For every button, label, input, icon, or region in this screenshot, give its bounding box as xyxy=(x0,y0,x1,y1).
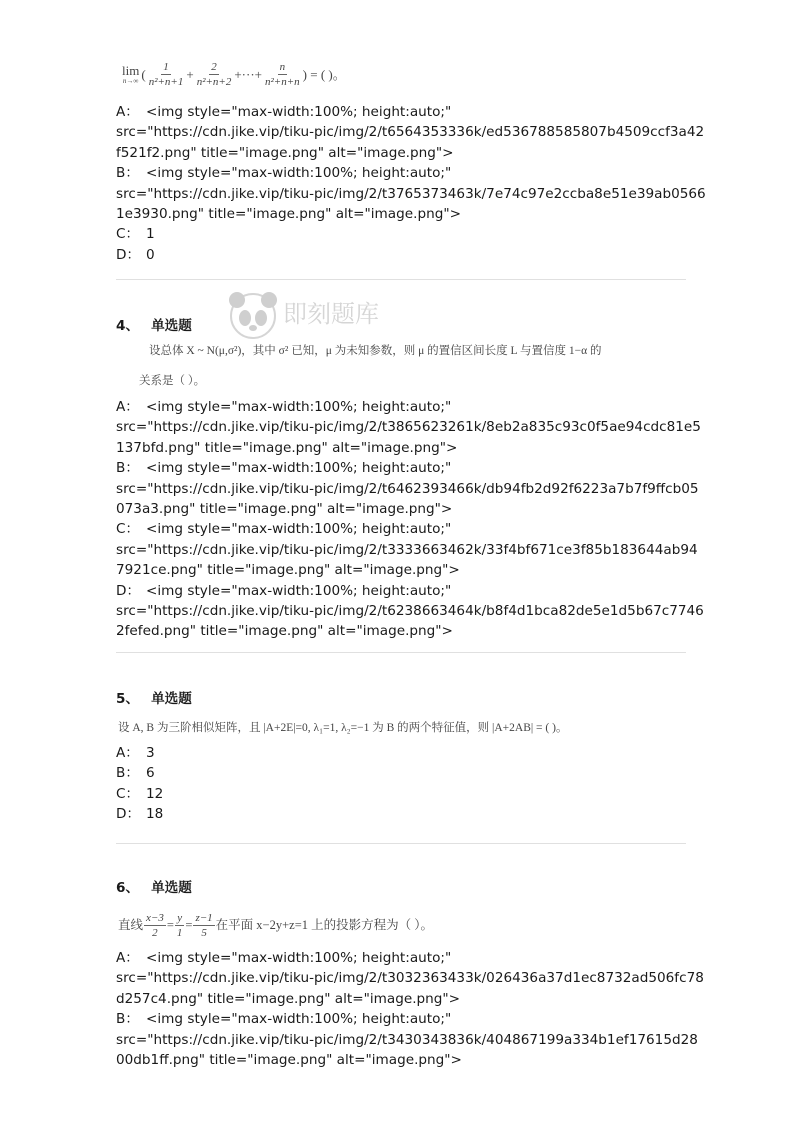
q6-option-b-line3: 00db1ff.png" title="image.png" alt="image.png"> xyxy=(116,1052,462,1069)
q4-option-c-line2: src="https://cdn.jike.vip/tiku-pic/img/2/t3333663462k/33f4bf671ce3f85b183644ab94 xyxy=(116,541,698,558)
q5-option-d[interactable]: D： 18 xyxy=(116,806,164,823)
q6-option-a-line3: d257c4.png" title="image.png" alt="image.png"> xyxy=(116,990,461,1007)
q5-type: 单选题 xyxy=(151,691,192,707)
q5-options xyxy=(116,743,163,825)
q3-option-d[interactable]: D： 0 xyxy=(116,246,155,263)
q4-options xyxy=(116,397,704,642)
q6-number: 6、 xyxy=(116,880,140,896)
q6-options xyxy=(116,948,704,1070)
q4-stem-line2: 关系是（ ）。 xyxy=(139,375,206,387)
q6-option-a-line2: src="https://cdn.jike.vip/tiku-pic/img/2/t3032363433k/026436a37d1ec8732ad506fc78 xyxy=(116,970,704,987)
divider xyxy=(116,843,686,844)
q3-option-a-line2: src="https://cdn.jike.vip/tiku-pic/img/2/t6564353336k/ed536788585807b4509ccf3a42 xyxy=(116,124,705,141)
q3-fraction-2: $\frac{2}{\text{n²+n+2}}$ xyxy=(196,60,232,88)
q6-fraction-2: $\frac{y}{1}$ xyxy=(176,911,183,939)
q4-option-a-line2: src="https://cdn.jike.vip/tiku-pic/img/2/t3865623261k/8eb2a835c93c0f5ae94cdc81e5 xyxy=(116,419,701,436)
q5-header xyxy=(116,689,192,709)
q6-option-b[interactable]: B： <img style="max-width:100%; height:auto;" xyxy=(116,1011,452,1028)
q4-option-c[interactable]: C： <img style="max-width:100%; height:auto;" xyxy=(116,521,452,538)
q3-fraction-3: $\frac{n}{\text{n²+n+n}}$ xyxy=(265,60,300,88)
q3-option-a-line3: f521f2.png" title="image.png" alt="image.png"> xyxy=(116,144,454,161)
q4-option-a[interactable]: A： <img style="max-width:100%; height:auto;" xyxy=(116,399,452,415)
q3-fraction-1: $\frac{1}{\text{n²+n+1}}$ xyxy=(148,60,184,88)
q4-number: 4、 xyxy=(116,318,140,334)
q3-options xyxy=(116,102,706,265)
q3-limit: lim n→∞ xyxy=(122,62,140,85)
divider xyxy=(116,279,686,280)
q4-option-b[interactable]: B： <img style="max-width:100%; height:auto;" xyxy=(116,460,452,477)
q4-header xyxy=(116,316,192,336)
q5-option-b[interactable]: B： 6 xyxy=(116,765,155,782)
q3-option-b-line2: src="https://cdn.jike.vip/tiku-pic/img/2/t3765373463k/7e74c97e2ccba8e51e39ab0566 xyxy=(116,185,706,202)
q4-option-a-line3: 137bfd.png" title="image.png" alt="image.png"> xyxy=(116,439,458,456)
q5-stem: 设 A, B 为三阶相似矩阵，且 |A+2E|=0, λ₁=1, λ₂=−1 为 B 的两个特征值，则 |A+2AB| = ( )。 xyxy=(118,722,568,734)
q6-stem-formula: 直线 $\frac{x-3}{2}$ = $\frac{y}{1}$ = $\frac{z-1}{5}$ 在平面 x−2y+z=1 上的投影方程为（ ）。 xyxy=(118,911,433,939)
panda-logo-icon xyxy=(219,288,419,388)
q3-stem-formula: lim n→∞ ( $\frac{1}{\text{n²+n+1}}$ + $\frac{2}{\text{n²+n+2}}$ +···+ $\frac{n}{\text{n²+n+n}}$ ) = ( )。 xyxy=(122,60,346,88)
q5-number: 5、 xyxy=(116,691,140,707)
q3-option-b[interactable]: B： <img style="max-width:100%; height:auto;" xyxy=(116,165,452,182)
q4-option-b-line2: src="https://cdn.jike.vip/tiku-pic/img/2/t6462393466k/db94fb2d92f6223a7b7f9ffcb05 xyxy=(116,480,699,497)
q4-stem-line1: 设总体 X ~ N(μ,σ²)，其中 σ² 已知，μ 为未知参数，则 μ 的置信区间长度 L 与置信度 1−α 的 xyxy=(149,345,602,357)
q6-header xyxy=(116,878,192,898)
q5-option-c[interactable]: C： 12 xyxy=(116,785,164,802)
q6-fraction-3: $\frac{z-1}{5}$ xyxy=(195,911,213,939)
q5-option-a[interactable]: A： 3 xyxy=(116,745,155,761)
q4-type: 单选题 xyxy=(151,318,192,334)
q6-fraction-1: $\frac{x-3}{2}$ xyxy=(146,911,164,939)
q4-option-b-line3: 073a3.png" title="image.png" alt="image.png"> xyxy=(116,501,453,518)
q3-option-c[interactable]: C： 1 xyxy=(116,226,155,243)
q6-option-b-line2: src="https://cdn.jike.vip/tiku-pic/img/2/t3430343836k/404867199a334b1ef17615d28 xyxy=(116,1031,698,1048)
q6-option-a[interactable]: A： <img style="max-width:100%; height:auto;" xyxy=(116,950,452,966)
q3-option-a[interactable]: A： <img style="max-width:100%; height:auto;" xyxy=(116,104,452,120)
q4-option-d-line3: 2fefed.png" title="image.png" alt="image.png"> xyxy=(116,623,453,640)
q4-option-d-line2: src="https://cdn.jike.vip/tiku-pic/img/2/t6238663464k/b8f4d1bca82de5e1d5b67c7746 xyxy=(116,603,704,620)
divider xyxy=(116,652,686,653)
q3-option-b-line3: 1e3930.png" title="image.png" alt="image.png"> xyxy=(116,206,461,223)
q6-type: 单选题 xyxy=(151,880,192,896)
svg-text:即刻题库: 即刻题库 xyxy=(283,300,379,328)
q4-option-c-line3: 7921ce.png" title="image.png" alt="image.png"> xyxy=(116,562,460,579)
q4-option-d[interactable]: D： <img style="max-width:100%; height:auto;" xyxy=(116,582,452,599)
